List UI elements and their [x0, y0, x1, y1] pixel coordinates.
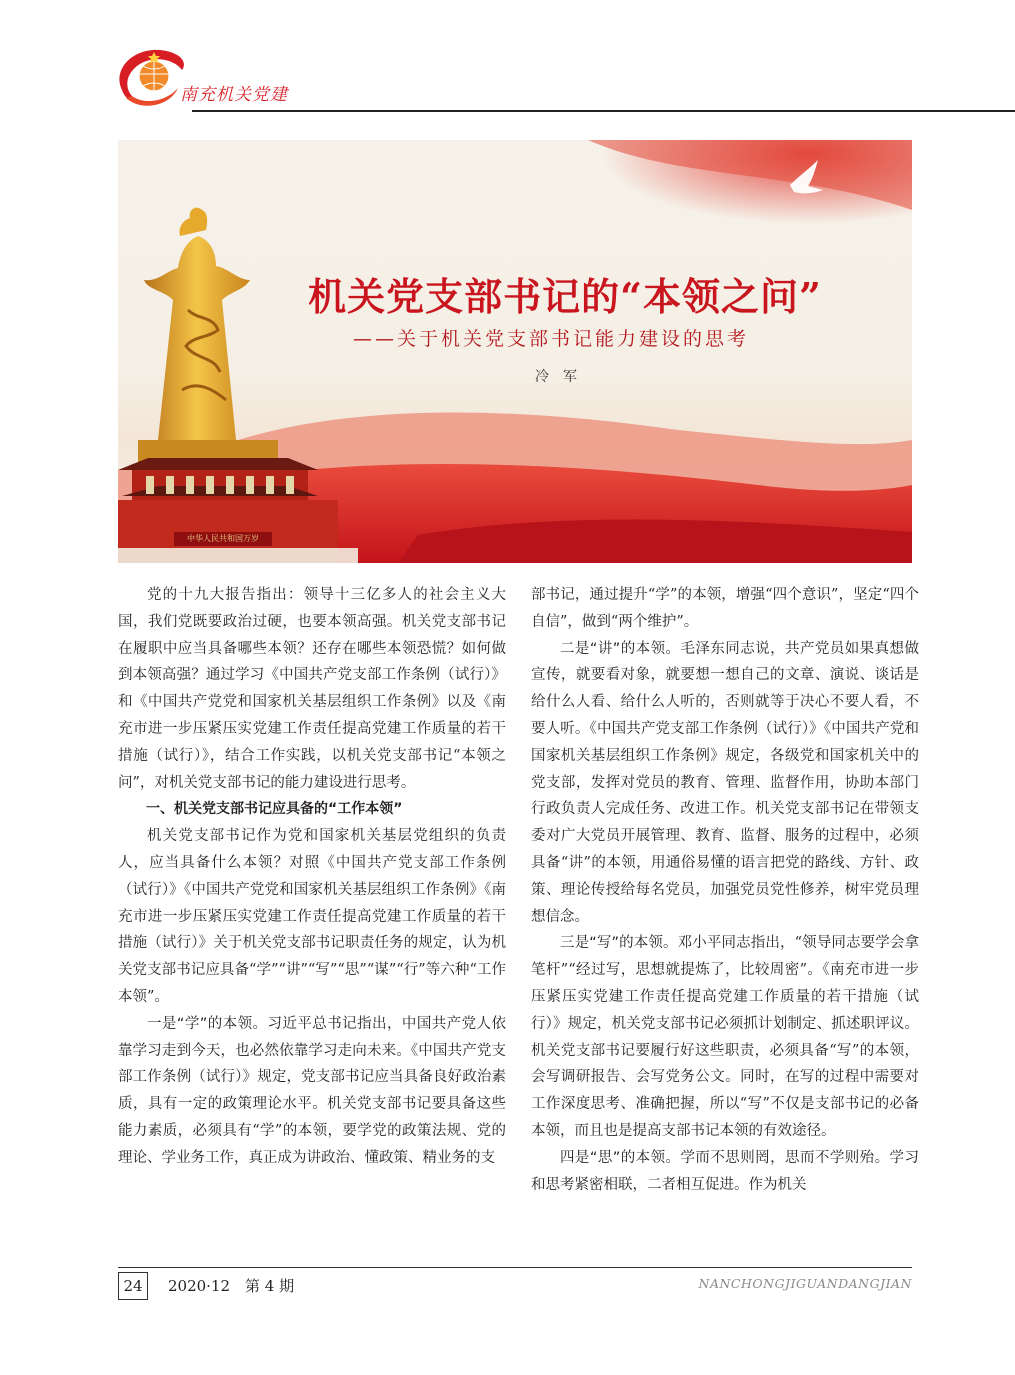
article-left-column	[118, 582, 506, 1172]
paragraph	[531, 930, 919, 1144]
article-subtitle: ——关于机关党支部书记能力建设的思考	[352, 328, 749, 350]
paragraph-lead: 四是“思”的本领。	[560, 1149, 681, 1166]
article-title: 机关党支部书记的“本领之问”	[308, 274, 822, 319]
paragraph	[531, 1145, 919, 1199]
paragraph-lead: 一是“学”的本领。	[147, 1015, 268, 1032]
paragraph-body: 学而不思则罔，思而不学则殆。学习和思考紧密相联，二者相互促进。作为机关	[531, 1149, 919, 1193]
paragraph: 机关党支部书记作为党和国家机关基层党组织的负责人，应当具备什么本领？对照《中国共产党支部工作条例（试行）》《中国共产党党和国家机关基层组织工作条例》《南充市进一步压紧压实党建工作责任提高党建工作质量的若干措施（试行）》关于机关党支部书记职责任务的规定，认为机关党支部书记应具备“学”“讲”“写”“思”“谋”“行”等六种“工作本领”。	[118, 828, 506, 1005]
article-banner	[118, 140, 912, 563]
paragraph-lead: 二是“讲”的本领。	[560, 640, 681, 657]
paragraph	[118, 1011, 506, 1172]
paragraph-body: 邓小平同志指出，“领导同志要学会拿笔杆”“经过写，思想就提炼了，比较周密”。《南充市进一步压紧压实党建工作责任提高党建工作质量的若干措施（试行）》规定，机关党支部书记必须抓计划制定、抓述职评议。机关党支部书记要履行好这些职责，必须具备“写”的本领，会写调研报告、会写党务公文。同时，在写的过程中需要对工作深度思考、准确把握，所以“写”不仅是支部书记的必备本领，而且也是提高支部书记本领的有效途径。	[531, 935, 919, 1139]
article-right-column	[531, 582, 919, 1198]
page-header	[0, 0, 1015, 120]
gate-sign: 中华人民共和国万岁	[174, 532, 272, 546]
magazine-pinyin: NANCHONGJIGUANDANGJIAN	[698, 1276, 912, 1291]
header-divider	[192, 110, 1015, 112]
paragraph: 部书记，通过提升“学”的本领，增强“四个意识”，坚定“四个自信”，做到“两个维护”。	[531, 587, 919, 630]
paragraph-body: 习近平总书记指出，中国共产党人依靠学习走到今天，也必然依靠学习走向未来。《中国共产党支部工作条例（试行）》规定，党支部书记应当具备良好政治素质，具有一定的政策理论水平。机关党支部书记要具备这些能力素质，必须具有“学”的本领，要学党的政策法规、党的理论、学业务工作，真正成为讲政治、懂政策、精业务的支	[118, 1015, 506, 1166]
magazine-title: 南充机关党建	[180, 85, 288, 105]
page-number: 24	[118, 1272, 148, 1300]
paragraph-body: 毛泽东同志说，共产党员如果真想做宣传，就要看对象，就要想一想自己的文章、演说、谈话是给什么人看、给什么人听的，否则就等于决心不要人看，不要人听。《中国共产党支部工作条例（试行）》《中国共产党和国家机关基层组织工作条例》规定，各级党和国家机关中的党支部，发挥对党员的教育、管理、监督作用，协助本部门行政负责人完成任务、改进工作。机关党支部书记在带领支委对广大党员开展管理、教育、监督、服务的过程中，必须具备“讲”的本领，用通俗易懂的语言把党的路线、方针、政策、理论传授给每名党员，加强党员党性修养，树牢党员理想信念。	[531, 640, 919, 925]
paragraph: 党的十九大报告指出：领导十三亿多人的社会主义大国，我们党既要政治过硬，也要本领高强。机关党支部书记在履职中应当具备哪些本领？还存在哪些本领恐慌？如何做到本领高强？通过学习《中国共产党支部工作条例（试行）》和《中国共产党党和国家机关基层组织工作条例》以及《南充市进一步压紧压实党建工作责任提高党建工作质量的若干措施（试行）》，结合工作实践，以机关党支部书记“本领之问”，对机关党支部书记的能力建设进行思考。	[118, 587, 506, 791]
section-heading: 一、机关党支部书记应具备的“工作本领”	[146, 801, 403, 818]
paragraph-lead: 三是“写”的本领。	[560, 935, 678, 952]
footer-divider	[118, 1267, 912, 1268]
red-ribbon-globe-logo-icon	[112, 40, 190, 114]
paragraph	[531, 636, 919, 931]
issue-label: 2020·12 第 4 期	[168, 1277, 295, 1295]
article-author: 冷军	[535, 369, 591, 385]
banner-illustration	[118, 140, 912, 563]
